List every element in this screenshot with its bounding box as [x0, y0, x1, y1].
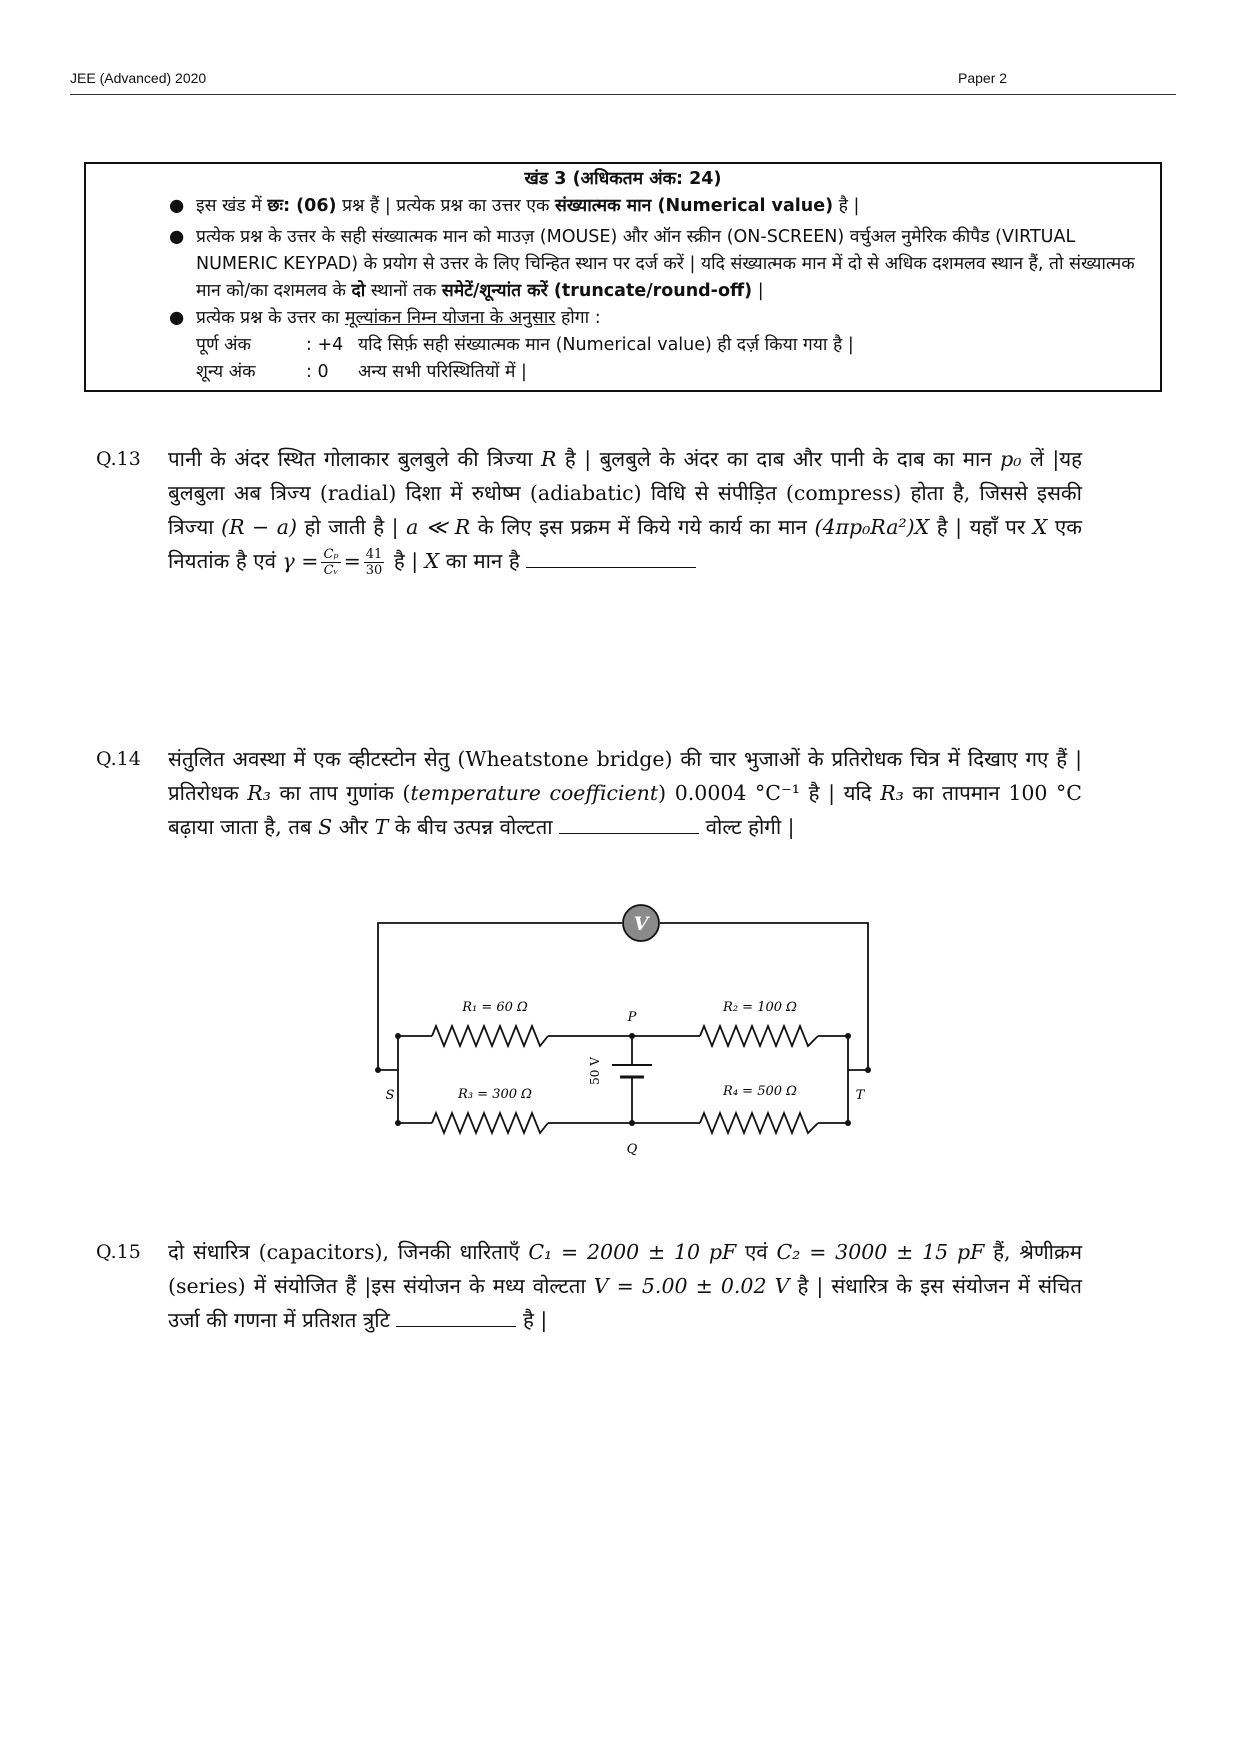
bullet-icon: ●: [169, 196, 185, 216]
r1-label: R₁ = 60 Ω: [462, 1000, 528, 1015]
instruction-list: [86, 193, 1160, 386]
answer-blank[interactable]: [526, 545, 696, 568]
node-s-label: S: [385, 1088, 395, 1103]
question-text: संतुलित अवस्था में एक व्हीटस्टोन सेतु (Wheatstone bridge) की चार भुजाओं के प्रतिरोधक चित्र में दिखाए गए हैं | प्रतिरोधक R₃ का ताप गुणांक (temperature coefficient) 0.0004 °C⁻¹ है | यदि R₃ का तापमान 100 °C बढ़ाया जाता है, तब S और T के बीच उत्पन्न वोल्टता वोल्ट होगी |: [168, 747, 1082, 839]
battery-label: 50 V: [588, 1057, 602, 1085]
r4-label: R₄ = 500 Ω: [723, 1084, 797, 1099]
question-text: दो संधारित्र (capacitors), जिनकी धारिताएँ C₁ = 2000 ± 10 pF एवं C₂ = 3000 ± 15 pF हैं, श्रेणीक्रम (series) में संयोजित हैं |इस संयोजन के मध्य वोल्टता V = 5.00 ± 0.02 V है | संधारित्र के इस संयोजन में संचित उर्जा की गणना में प्रतिशत त्रुटि है |: [168, 1240, 1082, 1332]
header-paper-label: Paper 2: [958, 70, 1008, 86]
r3-label: R₃ = 300 Ω: [458, 1087, 532, 1102]
node-p-label: P: [627, 1010, 637, 1025]
fraction-cp-cv: $\frac{\text{Cₚ}}{\text{Cᵥ}}$: [323, 547, 339, 578]
answer-blank[interactable]: [396, 1304, 516, 1327]
bullet-icon: ●: [169, 227, 185, 247]
section-title: खंड 3 (अधिकतम अंक: 24): [524, 169, 722, 189]
marking-full: पूर्ण अंक : +4 यदि सिर्फ़ सही संख्यात्मक मान (Numerical value) ही दर्ज़ किया गया है |: [196, 335, 854, 355]
r2-label: R₂ = 100 Ω: [723, 1000, 797, 1015]
instruction-item: ● प्रत्येक प्रश्न के उत्तर का मूल्यांकन निम्न योजना के अनुसार होगा : पूर्ण अंक : +4 यदि सिर्फ़ सही संख्यात्मक मान (Numerical value) ही दर्ज़ किया गया है | शून्य अंक : 0 अन्य सभी परिस्थितियों में |: [86, 305, 1160, 386]
question-number: Q.13: [96, 448, 141, 470]
node-q-label: Q: [626, 1142, 638, 1157]
answer-blank[interactable]: [559, 811, 699, 834]
header-exam-title: JEE (Advanced) 2020: [70, 70, 207, 86]
question-number: Q.14: [96, 748, 141, 770]
question-number: Q.15: [96, 1241, 141, 1263]
fraction-41-30: $\frac{41}{30}$: [365, 547, 383, 578]
instruction-item: ● इस खंड में छः: (06) प्रश्न हैं | प्रत्येक प्रश्न का उत्तर एक संख्यात्मक मान (Numerical value) है |: [86, 193, 1160, 220]
question-text: पानी के अंदर स्थित गोलाकार बुलबुले की त्रिज्या R है | बुलबुले के अंदर का दाब और पानी के दाब का मान p₀ लें |यह बुलबुला अब त्रिज्य (radial) दिशा में रुधोष्म (adiabatic) विधि से संपीड़ित (compress) होता है, जिससे इसकी त्रिज्या (R − a) हो जाती है | a ≪ R के लिए इस प्रक्रम में किये गये कार्य का मान (4πp₀Ra²)X है | यहाँ पर X एक नियतांक है एवं γ = $\frac{\text{Cₚ}}{\text{Cᵥ}}$ = $\frac{41}{30}$ है | X का मान है: [168, 447, 1083, 578]
wheatstone-bridge-circuit: [370, 895, 880, 1170]
node-t-label: T: [855, 1088, 865, 1103]
voltmeter-label: V: [633, 913, 649, 935]
instruction-item: ● प्रत्येक प्रश्न के उत्तर के सही संख्यात्मक मान को माउज़ (MOUSE) और ऑन स्क्रीन (ON-SCREEN) वर्चुअल नुमेरिक कीपैड (VIRTUAL NUMERIC KEYPAD) के प्रयोग से उत्तर के लिए चिन्हित स्थान पर दर्ज करें | यदि संख्यात्मक मान में दो से अधिक दशमलव स्थान हैं, तो संख्यात्मक मान को/का दशमलव के दो स्थानों तक समेटें/शून्यांत करें (truncate/round-off) |: [86, 224, 1160, 305]
marking-zero: शून्य अंक : 0 अन्य सभी परिस्थितियों में |: [196, 362, 527, 382]
header-rule: [70, 94, 1176, 95]
bullet-icon: ●: [169, 308, 185, 328]
section-instructions-box: [84, 162, 1162, 392]
